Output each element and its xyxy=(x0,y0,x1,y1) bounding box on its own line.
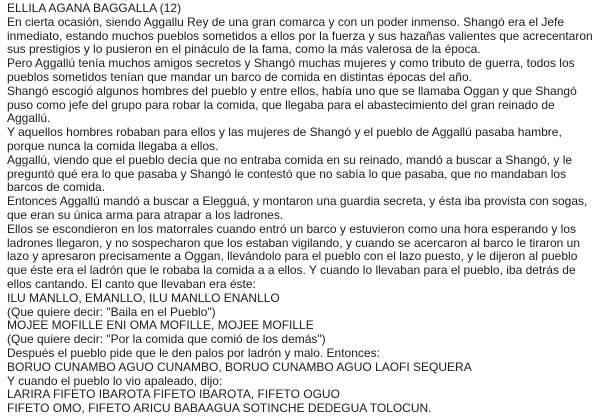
paragraph: Pero Aggallú tenía muchos amigos secretos y Shangó muchas mujeres y como tributo de guerra, todos los pueblos sometidos tenían que mandar un barco de comida en distintas épocas del año. xyxy=(7,56,575,84)
paragraph: Ellos se escondieron en los matorrales cuando entró un barco y estuvieron como una hora esperando y los ladrones llegaron, y no sospecharon que los estaban vigilando, y cuando se acercaron al barco le tiraron un lazo y apresaron precisamente a Oggan, llevándolo para el pueblo con el lazo puesto, y le dijeron al pueblo que éste era el ladrón que le robaba la comida a a ellos. Y cuando lo llevaban para el pueblo, iba detrás de ellos cantando. El canto que llevaban era éste: xyxy=(7,221,581,291)
document-title: ELLILA AGANA BAGGALLA (12) xyxy=(7,1,182,15)
paragraph: En cierta ocasión, siendo Aggallu Rey de una gran comarca y con un poder inmenso. Shangó era el Jefe inmediato, estando muchos pueblos sometidos a ellos por la fuerza y sus hazañas valientes que acrecentaron sus prestigios y lo pusieron en el pináculo de la fama, como la más valerosa de la época. xyxy=(7,14,593,57)
chant-line: ILU MANLLO, EMANLLO, ILU MANLLO ENANLLO xyxy=(7,290,280,305)
chant-translation: (Que quiere decir: "Baila en el Pueblo") xyxy=(7,304,216,319)
paragraph: Y cuando el pueblo lo vio apaleado, dijo: xyxy=(7,373,223,388)
chant-line: MOJEE MOFILLE ENI OMA MOFILLE, MOJEE MOFILLE xyxy=(7,318,314,333)
paragraph: Aggallú, viendo que el pueblo decía que no entraba comida en su reinado, mandó a buscar a Shangó, y le preguntó qué era lo que pasaba y Shangó le contestó que no sabía lo que pasaba, que no mandaban los barcos de comida. xyxy=(7,152,573,195)
paragraph: Y aquellos hombres robaban para ellos y las mujeres de Shangó y el pueblo de Aggallú pasaba hambre, porque nunca la comida llegaba a ellos. xyxy=(7,125,562,153)
paragraph: Shangó escogió algunos hombres del pueblo y entre ellos, había uno que se llamaba Oggan y que Shangó puso como jefe del grupo para robar la comida, que llegaba para el abastecimiento del gran reinado de Aggallú. xyxy=(7,83,577,126)
chant-line: FIFETO OMO, FIFETO ARICU BABAAGUA SOTINCHE DEDEGUA TOLOCUN. xyxy=(7,401,432,416)
paragraph: Entonces Aggallú mandó a buscar a Elegguá, y montaron una guardia secreta, y ésta iba provista con sogas, que eran su única arma para atrapar a los ladrones. xyxy=(7,194,588,222)
chant-line: BORUO CUNAMBO AGUO CUNAMBO, BORUO CUNAMBO AGUO LAOFI SEQUERA xyxy=(7,359,472,374)
chant-translation: (Que quiere decir: "Por la comida que comió de los demás") xyxy=(7,332,326,347)
chant-line: LARIRA FIFETO IBAROTA FIFETO IBAROTA, FIFETO OGUO xyxy=(7,387,340,402)
paragraph: Después el pueblo pide que le den palos por ladrón y malo. Entonces: xyxy=(7,345,380,360)
